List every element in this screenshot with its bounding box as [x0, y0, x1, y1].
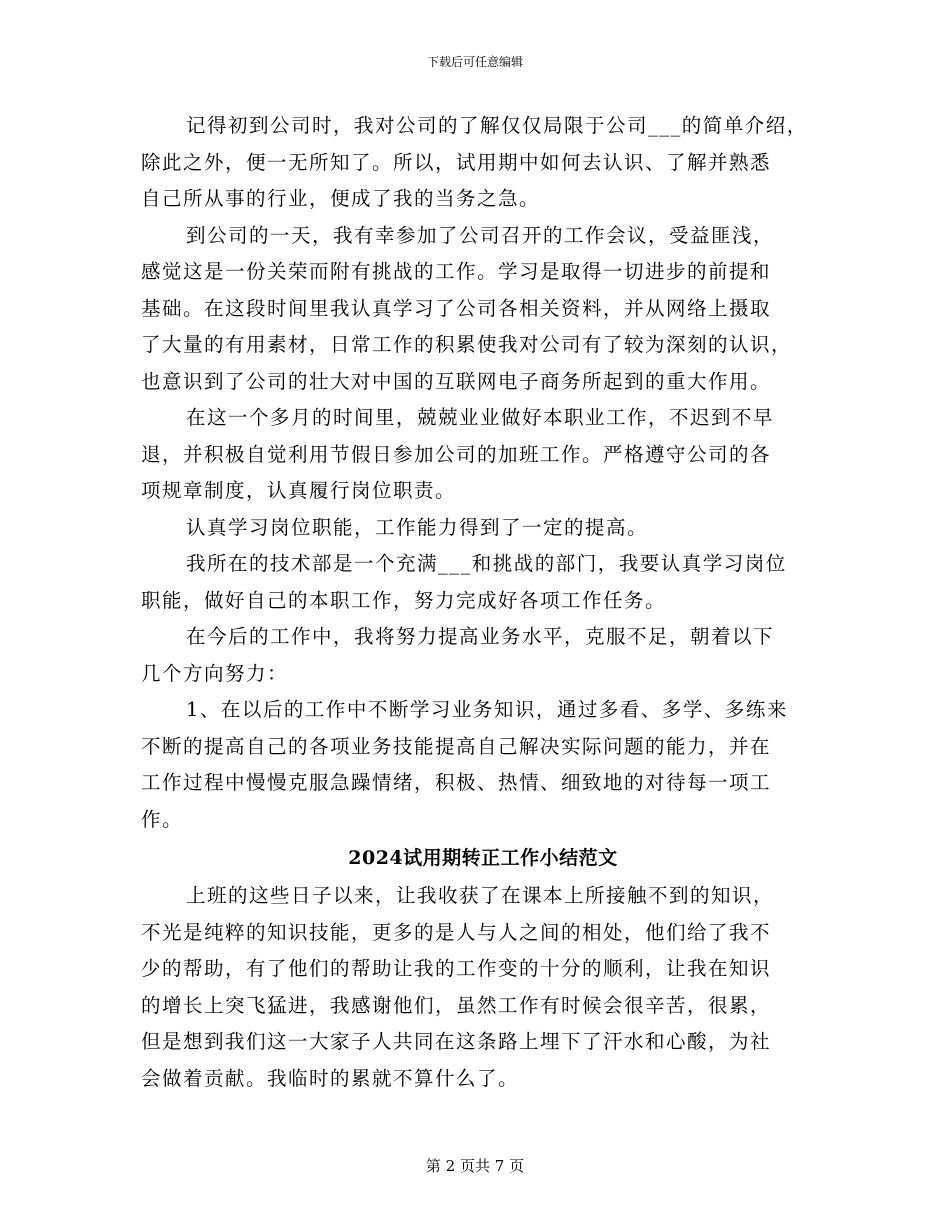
text-line: 几个方向努力： — [141, 661, 289, 685]
text-line: 上班的这些日子以来，让我收获了在课本上所接触不到的知识， — [186, 884, 775, 907]
text-line: 的增长上突飞猛进，我感谢他们，虽然工作有时候会很辛苦，很累， — [141, 993, 772, 1017]
text-line: 基础。在这段时间里我认真学习了公司各相关资料，并从网络上摄取 — [141, 296, 772, 320]
header-note: 下载后可任意编辑 — [426, 55, 523, 69]
text-line: 了大量的有用素材，日常工作的积累使我对公司有了较为深刻的认识， — [141, 333, 793, 356]
text-line: 在这一个多月的时间里，兢兢业业做好本职业工作，不迟到不早 — [186, 406, 775, 429]
text-line: 少的帮助，有了他们的帮助让我的工作变的十分的顺利，让我在知识 — [141, 957, 772, 980]
document-body — [141, 108, 825, 1097]
text-line: 也意识到了公司的壮大对中国的互联网电子商务所起到的重大作用。 — [141, 369, 772, 393]
text-line: 记得初到公司时，我对公司的了解仅仅局限于公司___的简单介绍， — [186, 114, 808, 137]
text-line: 会做着贡献。我临时的累就不算什么了。 — [141, 1066, 520, 1090]
text-line: 感觉这是一份关荣而附有挑战的工作。学习是取得一切进步的前提和 — [141, 260, 772, 283]
text-line: 作。 — [141, 807, 184, 831]
paragraph-block-1 — [141, 108, 825, 838]
page-number-footer: 第 2 页共 7 页 — [425, 1157, 525, 1175]
text-line: 除此之外，便一无所知了。所以，试用期中如何去认识、了解并熟悉 — [141, 150, 772, 174]
text-line: 项规章制度，认真履行岗位职责。 — [141, 479, 457, 502]
text-line: 我所在的技术部是一个充满___和挑战的部门，我要认真学习岗位 — [186, 552, 787, 575]
text-line: 认真学习岗位职能，工作能力得到了一定的提高。 — [186, 515, 649, 539]
text-line: 不光是纯粹的知识技能，更多的是人与人之间的相处，他们给了我不 — [141, 920, 772, 944]
text-line: 1、在以后的工作中不断学习业务知识，通过多看、多学、多练来 — [186, 698, 788, 721]
text-line: 不断的提高自己的各项业务技能提高自己解决实际问题的能力，并在 — [141, 734, 772, 758]
section-title: 2024试用期转正工作小结范文 — [348, 847, 618, 869]
text-line: 到公司的一天，我有幸参加了公司召开的工作会议，受益匪浅， — [186, 223, 775, 247]
text-line: 在今后的工作中，我将努力提高业务水平，克服不足，朝着以下 — [186, 625, 775, 648]
paragraph-block-2 — [141, 878, 825, 1097]
text-line: 自己所从事的行业，便成了我的当务之急。 — [141, 187, 541, 210]
text-line: 退，并积极自觉利用节假日参加公司的加班工作。严格遵守公司的各 — [141, 442, 772, 466]
text-line: 但是想到我们这一大家子人共同在这条路上埋下了汗水和心酸，为社 — [141, 1030, 772, 1053]
text-line: 工作过程中慢慢克服急躁情绪，积极、热情、细致地的对待每一项工 — [141, 771, 772, 794]
text-line: 职能，做好自己的本职工作，努力完成好各项工作任务。 — [141, 588, 667, 612]
